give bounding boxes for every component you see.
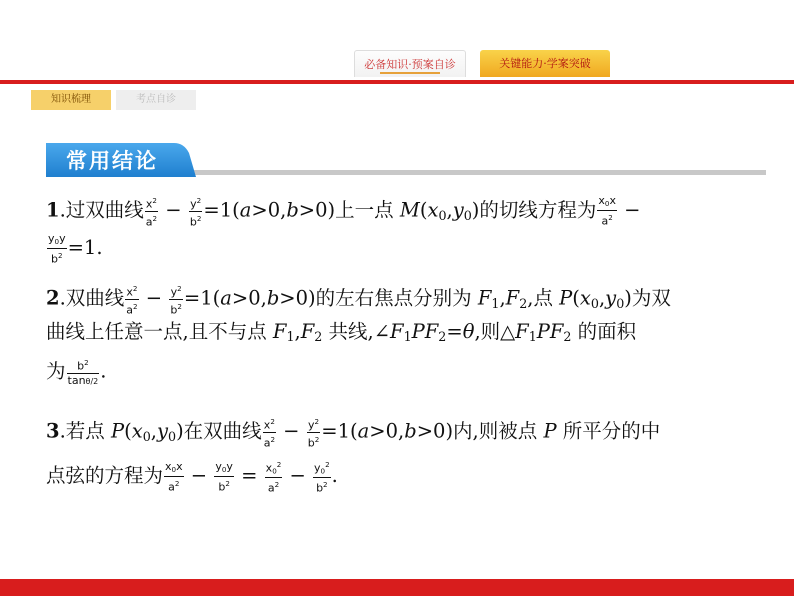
fraction: $\frac{y^2}{b^2}$: [307, 417, 320, 450]
conclusion-3-cont: 点弦的方程为 $\frac{x_0x}{a^2}$ − $\frac{y_0y}{b^2}$ = $\frac{x_0^2}{a^2}$ − $\frac{y_0^2}{b^2}$ .: [46, 459, 338, 496]
section-header: [46, 143, 196, 177]
fraction: $\frac{y^2}{b^2}$: [170, 284, 182, 317]
subtab-knowledge-review[interactable]: 知识梳理: [31, 90, 111, 110]
conclusion-2-cont2: 为 $\frac{b^2}{\tan\theta/2}$ .: [46, 358, 107, 387]
item-number: 1: [46, 198, 60, 222]
fraction: $\frac{x^2}{a^2}$: [145, 196, 158, 229]
conclusion-2-cont: 曲线上任意一点,且不与点 $F_1,F_2$ 共线$,\angle F_1PF_2=\theta$,则$\triangle F_1PF_2$ 的面积: [46, 320, 637, 345]
fraction: $\frac{b^2}{\tan\theta/2}$: [67, 358, 99, 387]
conclusion-3: 3.若点 $P(x_0,y_0)$在双曲线 $\frac{x^2}{a^2}$ − $\frac{y^2}{b^2}$ =1(a>0,b>0)内,则被点 P 所平分的中: [46, 417, 661, 450]
footer-bar: [0, 579, 794, 596]
conclusion-1-cont: $\frac{y_0y}{b^2}$ =1.: [48, 232, 103, 266]
fraction: $\frac{y_0y}{b^2}$: [48, 232, 66, 266]
fraction: $\frac{x_0x}{a^2}$: [165, 459, 183, 494]
tab-key-abilities[interactable]: 关键能力·学案突破: [480, 50, 610, 77]
fraction: $\frac{x_0^2}{a^2}$: [265, 460, 282, 496]
item-number: 3: [46, 419, 60, 443]
conclusion-1: 1.过双曲线 $\frac{x^2}{a^2}$ − $\frac{y^2}{b^2}$ =1(a>0,b>0)上一点 $M(x_0,y_0)$的切线方程为 $\frac{x_0x}{a^2}$ −: [46, 194, 641, 229]
fraction: $\frac{y_0y}{b^2}$: [215, 459, 233, 494]
item-number: 2: [46, 286, 60, 310]
header-divider: [0, 80, 794, 84]
fraction: $\frac{x_0x}{a^2}$: [598, 194, 616, 228]
section-title: 常用结论: [66, 149, 158, 173]
active-tab-underline: [380, 72, 440, 74]
fraction: $\frac{y_0^2}{b^2}$: [314, 460, 330, 496]
conclusion-2: 2.双曲线 $\frac{x^2}{a^2}$ − $\frac{y^2}{b^2}$ =1(a>0,b>0)的左右焦点分别为 $F_1,F_2$,点 $P(x_0,y_0)$为双: [46, 284, 671, 317]
tab-required-knowledge[interactable]: 必备知识·预案自诊: [354, 50, 466, 77]
fraction: $\frac{x^2}{a^2}$: [126, 284, 138, 317]
subtab-self-diagnosis[interactable]: 考点自诊: [116, 90, 196, 110]
fraction: $\frac{y^2}{b^2}$: [189, 196, 202, 229]
fraction: $\frac{x^2}{a^2}$: [263, 417, 275, 450]
